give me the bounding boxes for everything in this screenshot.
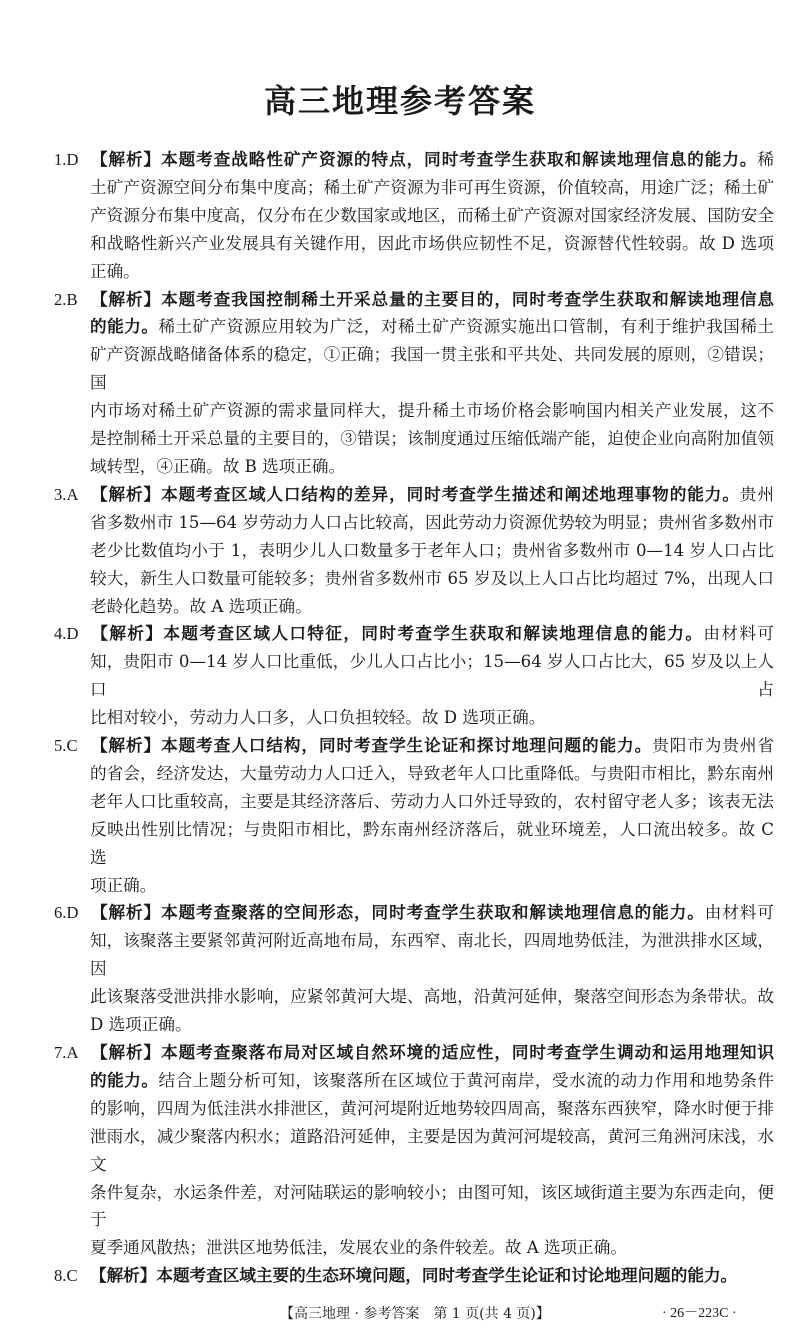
answer-line: [54, 453, 774, 481]
analysis-text: 反映出性别比情况；与贵阳市相比，黔东南州经济落后，就业环境差，人口流出较多。故 C 选: [90, 819, 774, 867]
analysis-text: 泄雨水，减少聚落内积水；道路沿河延伸，主要是因为黄河河堤较高，黄河三角洲河床浅，水文: [90, 1126, 774, 1174]
answer-line: [54, 704, 774, 732]
page-title: 高三地理参考答案: [263, 82, 536, 120]
answer-line: [54, 202, 774, 230]
answer-line: [54, 174, 774, 202]
analysis-text: 稀: [757, 150, 774, 169]
answer-line: [54, 1039, 774, 1067]
answer-line: [54, 1262, 774, 1290]
answer-line: [54, 425, 774, 453]
answer-number: 1.D: [54, 150, 79, 169]
analysis-heading: 【解析】本题考查聚落的空间形态，同时考查学生获取和解读地理信息的能力。: [90, 903, 705, 923]
answer-item: [54, 732, 774, 899]
answer-item: [54, 1039, 774, 1262]
answer-line: [54, 648, 774, 704]
answer-line: [54, 286, 774, 314]
answer-number: 4.D: [54, 624, 79, 644]
answer-line: [54, 927, 774, 983]
analysis-text: 贵州: [739, 484, 775, 504]
answer-line: [54, 1011, 774, 1039]
analysis-text: 和战略性新兴产业发展具有关键作用，因此市场供应韧性不足，资源替代性较弱。故 D 选项: [90, 233, 774, 253]
answer-number: 3.A: [54, 484, 79, 504]
analysis-text: 产资源分布集中度高，仅分布在少数国家或地区，而稀土矿产资源对国家经济发展、国防安全: [90, 205, 774, 225]
analysis-text: 知，该聚落主要紧邻黄河附近高地布局，东西窄、南北长，四周地势低洼，为泄洪排水区域，因: [90, 931, 774, 979]
analysis-text: 矿产资源战略储备体系的稳定，①正确；我国一贯主张和平共处、共同发展的原则，②错误；国: [90, 345, 774, 393]
analysis-text: 内市场对稀土矿产资源的需求量同样大，提升稀土市场价格会影响国内相关产业发展，这不: [90, 401, 774, 421]
answer-number: 7.A: [54, 1043, 79, 1062]
analysis-text: 夏季通风散热；泄洪区地势低洼，发展农业的条件较差。故 A 选项正确。: [90, 1238, 627, 1258]
answer-line: [54, 258, 774, 286]
answer-line: [54, 760, 774, 788]
analysis-text: 贵阳市为贵州省: [652, 736, 775, 756]
answer-line: [54, 1123, 774, 1179]
answer-line: [54, 1179, 774, 1235]
answer-item: [54, 620, 774, 732]
footer-page-info: 【高三地理 · 参考答案 第 1 页(共 4 页)】: [280, 1306, 550, 1323]
analysis-text: 稀土矿产资源应用较为广泛，对稀土矿产资源实施出口管制，有利于维护我国稀土: [158, 317, 774, 337]
analysis-text: 的影响，四周为低洼洪水排泄区，黄河河堤附近地势较四周高，聚落东西狭窄，降水时便于排: [90, 1098, 774, 1118]
analysis-text: 老少比数值均小于 1，表明少儿人口数量多于老年人口；贵州省多数州市 0—14 岁人口占比: [90, 540, 774, 560]
answer-line: [54, 620, 774, 648]
answer-number: 2.B: [54, 289, 78, 309]
answer-line: [54, 481, 774, 509]
answer-number: 8.C: [54, 1266, 78, 1286]
analysis-text: 土矿产资源空间分布集中度高；稀土矿产资源为非可再生资源，价值较高，用途广泛；稀土矿: [90, 177, 774, 197]
answer-line: [54, 593, 774, 621]
answer-line: [54, 313, 774, 341]
analysis-text: 项正确。: [90, 875, 157, 895]
analysis-text: 知，贵阳市 0—14 岁人口比重低，少儿人口占比小；15—64 岁人口占比大，65 岁及以上人口占: [90, 652, 774, 700]
answer-line: [54, 1095, 774, 1123]
footer-code: · 26－223C ·: [662, 1306, 737, 1322]
answer-line: [54, 397, 774, 425]
analysis-heading: 【解析】本题考查区域主要的生态环境问题，同时考查学生论证和讨论地理问题的能力。: [90, 1266, 738, 1286]
analysis-text: 省多数州市 15—64 岁劳动力人口占比较高，因此劳动力资源优势较为明显；贵州省多数州市: [90, 512, 774, 532]
answer-line: [54, 537, 774, 565]
analysis-text: 是控制稀土开采总量的主要目的，③错误；该制度通过压缩低端产能，迫使企业向高附加值领: [90, 429, 774, 449]
answer-item: [54, 481, 774, 621]
analysis-text: 较大，新生人口数量可能较多；贵州省多数州市 65 岁及以上人口占比均超过 7%，出现人口: [90, 568, 774, 588]
analysis-heading: 【解析】本题考查区域人口特征，同时考查学生获取和解读地理信息的能力。: [90, 624, 704, 644]
answer-item: [54, 1262, 774, 1290]
analysis-text: 条件复杂，水运条件差，对河陆联运的影响较小；由图可知，该区域街道主要为东西走向，便于: [90, 1182, 774, 1230]
answer-line: [54, 983, 774, 1011]
answer-line: [54, 872, 774, 900]
analysis-text: 域转型，④正确。故 B 选项正确。: [90, 456, 346, 476]
analysis-text: D 选项正确。: [90, 1015, 192, 1035]
analysis-text: 由材料可: [703, 624, 774, 644]
analysis-heading: 【解析】本题考查战略性矿产资源的特点，同时考查学生获取和解读地理信息的能力。: [90, 150, 758, 169]
answer-line: [54, 732, 774, 760]
answer-line: [54, 509, 774, 537]
analysis-heading: 【解析】本题考查人口结构，同时考查学生论证和探讨地理问题的能力。: [90, 736, 653, 756]
answer-list: [54, 0, 774, 1290]
answer-line: [54, 1067, 774, 1095]
page-footer: [0, 1300, 800, 1328]
answer-line: [54, 565, 774, 593]
analysis-heading: 【解析】本题考查聚落布局对区域自然环境的适应性，同时考查学生调动和运用地理知识: [90, 1043, 774, 1062]
answer-number: 6.D: [54, 903, 79, 923]
analysis-text: 此该聚落受泄洪排水影响，应紧邻黄河大堤、高地，沿黄河延伸，聚落空间形态为条带状。故: [90, 987, 774, 1007]
analysis-text: 由材料可: [704, 903, 775, 923]
analysis-text: 的省会，经济发达，大量劳动力人口迁入，导致老年人口比重降低。与贵阳市相比，黔东南州: [90, 763, 774, 783]
analysis-text: 老龄化趋势。故 A 选项正确。: [90, 596, 312, 616]
answer-number: 5.C: [54, 736, 78, 756]
answer-line: [54, 230, 774, 258]
analysis-heading: 【解析】本题考查区域人口结构的差异，同时考查学生描述和阐述地理事物的能力。: [90, 484, 740, 504]
answer-item: [54, 899, 774, 1039]
answer-line: [54, 146, 774, 174]
answer-line: [54, 1234, 774, 1262]
answer-line: [54, 899, 774, 927]
analysis-heading: 的能力。: [90, 1070, 159, 1090]
answer-item: [54, 286, 774, 481]
analysis-text: 老年人口比重较高，主要是其经济落后、劳动力人口外迁导致的，农村留守老人多；该表无法: [90, 791, 774, 811]
analysis-heading: 的能力。: [90, 317, 159, 337]
analysis-text: 正确。: [90, 261, 140, 281]
analysis-text: 比相对较小，劳动力人口多，人口负担较轻。故 D 选项正确。: [90, 708, 546, 728]
answer-line: [54, 788, 774, 816]
answer-item: [54, 146, 774, 286]
analysis-heading: 【解析】本题考查我国控制稀土开采总量的主要目的，同时考查学生获取和解读地理信息: [90, 289, 774, 309]
answer-line: [54, 816, 774, 872]
analysis-text: 结合上题分析可知，该聚落所在区域位于黄河南岸，受水流的动力作用和地势条件: [158, 1070, 774, 1090]
answer-line: [54, 341, 774, 397]
